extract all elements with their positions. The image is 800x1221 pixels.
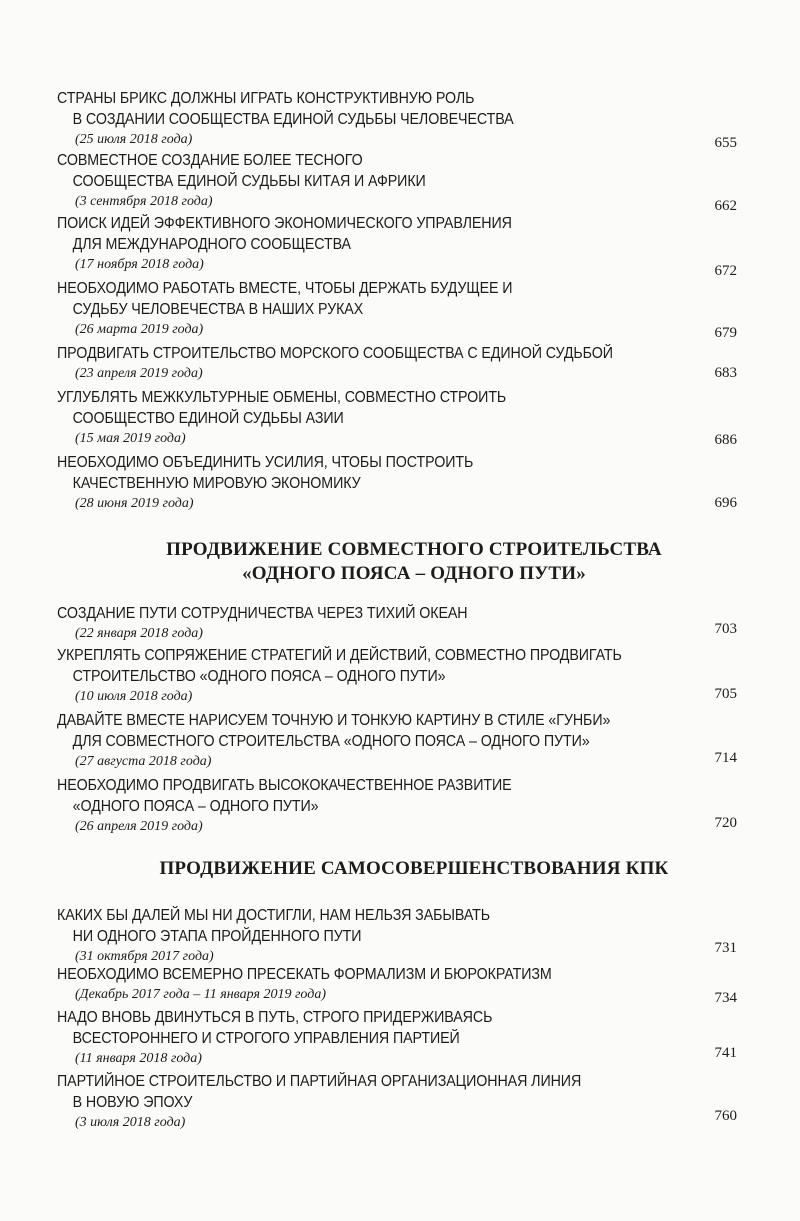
entry-date: (11 января 2018 года) <box>75 1051 202 1066</box>
toc-entry <box>57 964 737 1004</box>
entry-date: (3 сентября 2018 года) <box>75 194 213 209</box>
toc-entry <box>57 150 737 214</box>
entry-title-line: ПОИСК ИДЕЙ ЭФФЕКТИВНОГО ЭКОНОМИЧЕСКОГО УПРАВЛЕНИЯ <box>57 215 512 232</box>
toc-entry <box>57 452 737 513</box>
entry-page-number: 696 <box>714 495 737 511</box>
entry-date: (Декабрь 2017 года – 11 января 2019 года) <box>75 987 326 1002</box>
toc-entry <box>57 603 737 643</box>
entry-page-number: 734 <box>714 990 737 1006</box>
entry-title-line: «ОДНОГО ПОЯСА – ОДНОГО ПУТИ» <box>72 798 319 815</box>
toc-entry <box>57 387 737 448</box>
toc-entry <box>57 1071 737 1132</box>
entry-title-line: В СОЗДАНИИ СООБЩЕСТВА ЕДИНОЙ СУДЬБЫ ЧЕЛОВЕЧЕСТВА <box>72 111 514 128</box>
entry-page-number: 686 <box>714 432 737 448</box>
entry-title-line: ВСЕСТОРОННЕГО И СТРОГОГО УПРАВЛЕНИЯ ПАРТИЕЙ <box>72 1030 460 1047</box>
entry-date: (26 марта 2019 года) <box>75 322 204 337</box>
entry-date: (28 июня 2019 года) <box>75 496 194 511</box>
entry-page-number: 760 <box>714 1108 737 1124</box>
entry-title-line: ДЛЯ СОВМЕСТНОГО СТРОИТЕЛЬСТВА «ОДНОГО ПОЯСА – ОДНОГО ПУТИ» <box>72 733 590 750</box>
entry-title-line: СООБЩЕСТВО ЕДИНОЙ СУДЬБЫ АЗИИ <box>72 410 344 427</box>
entry-page-number: 741 <box>714 1045 737 1061</box>
section-heading-line: ПРОДВИЖЕНИЕ САМОСОВЕРШЕНСТВОВАНИЯ КПК <box>159 858 669 879</box>
entry-date: (15 мая 2019 года) <box>75 431 186 446</box>
entry-page-number: 714 <box>714 750 737 766</box>
entry-date: (10 июля 2018 года) <box>75 689 193 704</box>
entry-page-number: 672 <box>714 263 737 279</box>
entry-date: (25 июля 2018 года) <box>75 132 193 147</box>
entry-date: (31 октября 2017 года) <box>75 949 214 964</box>
entry-title-line: ПАРТИЙНОЕ СТРОИТЕЛЬСТВО И ПАРТИЙНАЯ ОРГАНИЗАЦИОННАЯ ЛИНИЯ <box>57 1073 582 1090</box>
section-heading-line: ПРОДВИЖЕНИЕ СОВМЕСТНОГО СТРОИТЕЛЬСТВА <box>166 539 662 560</box>
toc-entry <box>57 343 737 383</box>
entry-date: (26 апреля 2019 года) <box>75 819 203 834</box>
entry-title-line: СУДЬБУ ЧЕЛОВЕЧЕСТВА В НАШИХ РУКАХ <box>72 301 364 318</box>
toc-entry <box>57 645 737 706</box>
entry-title-line: НЕОБХОДИМО ПРОДВИГАТЬ ВЫСОКОКАЧЕСТВЕННОЕ РАЗВИТИЕ <box>57 777 512 794</box>
entry-title-line: НАДО ВНОВЬ ДВИНУТЬСЯ В ПУТЬ, СТРОГО ПРИДЕРЖИВАЯСЬ <box>57 1009 493 1026</box>
entry-page-number: 655 <box>714 135 737 151</box>
entry-title-line: УКРЕПЛЯТЬ СОПРЯЖЕНИЕ СТРАТЕГИЙ И ДЕЙСТВИЙ, СОВМЕСТНО ПРОДВИГАТЬ <box>57 647 622 664</box>
entry-title-line: В НОВУЮ ЭПОХУ <box>72 1094 193 1111</box>
entry-title-line: СОВМЕСТНОЕ СОЗДАНИЕ БОЛЕЕ ТЕСНОГО <box>57 152 363 169</box>
section-heading <box>0 538 800 586</box>
entry-title-line: ДАВАЙТЕ ВМЕСТЕ НАРИСУЕМ ТОЧНУЮ И ТОНКУЮ КАРТИНУ В СТИЛЕ «ГУНБИ» <box>57 712 611 729</box>
entry-title-line: СОЗДАНИЕ ПУТИ СОТРУДНИЧЕСТВА ЧЕРЕЗ ТИХИЙ ОКЕАН <box>57 605 468 622</box>
entry-title-line: НИ ОДНОГО ЭТАПА ПРОЙДЕННОГО ПУТИ <box>72 928 362 945</box>
toc-entry <box>57 905 737 966</box>
entry-date: (23 апреля 2019 года) <box>75 366 203 381</box>
entry-title-line: СТРАНЫ БРИКС ДОЛЖНЫ ИГРАТЬ КОНСТРУКТИВНУЮ РОЛЬ <box>57 90 475 107</box>
entry-title-line: КАЧЕСТВЕННУЮ МИРОВУЮ ЭКОНОМИКУ <box>72 475 361 492</box>
entry-page-number: 731 <box>714 940 737 956</box>
toc-entry <box>57 1007 737 1068</box>
section-heading-line: «ОДНОГО ПОЯСА – ОДНОГО ПУТИ» <box>242 563 586 584</box>
toc-entry <box>57 775 737 836</box>
entry-title-line: НЕОБХОДИМО РАБОТАТЬ ВМЕСТЕ, ЧТОБЫ ДЕРЖАТЬ БУДУЩЕЕ И <box>57 280 513 297</box>
entry-page-number: 679 <box>714 325 737 341</box>
entry-date: (22 января 2018 года) <box>75 626 203 641</box>
entry-title-line: ДЛЯ МЕЖДУНАРОДНОГО СООБЩЕСТВА <box>72 236 351 253</box>
entry-page-number: 720 <box>714 815 737 831</box>
entry-page-number: 705 <box>714 686 737 702</box>
entry-title-line: УГЛУБЛЯТЬ МЕЖКУЛЬТУРНЫЕ ОБМЕНЫ, СОВМЕСТНО СТРОИТЬ <box>57 389 507 406</box>
entry-title-line: ПРОДВИГАТЬ СТРОИТЕЛЬСТВО МОРСКОГО СООБЩЕСТВА С ЕДИНОЙ СУДЬБОЙ <box>57 345 613 362</box>
entry-date: (27 августа 2018 года) <box>75 754 212 769</box>
entry-title-line: НЕОБХОДИМО ВСЕМЕРНО ПРЕСЕКАТЬ ФОРМАЛИЗМ И БЮРОКРАТИЗМ <box>57 966 552 983</box>
entry-title-line: НЕОБХОДИМО ОБЪЕДИНИТЬ УСИЛИЯ, ЧТОБЫ ПОСТРОИТЬ <box>57 454 474 471</box>
entry-page-number: 683 <box>714 365 737 381</box>
toc-entry <box>57 88 737 149</box>
entry-page-number: 703 <box>714 621 737 637</box>
entry-page-number: 662 <box>714 198 737 214</box>
toc-entry <box>57 278 737 339</box>
entry-date: (3 июля 2018 года) <box>75 1115 186 1130</box>
toc-entry <box>57 710 737 771</box>
entry-date: (17 ноября 2018 года) <box>75 257 204 272</box>
section-heading <box>0 857 800 881</box>
entry-title-line: СТРОИТЕЛЬСТВО «ОДНОГО ПОЯСА – ОДНОГО ПУТИ» <box>72 668 446 685</box>
entry-title-line: КАКИХ БЫ ДАЛЕЙ МЫ НИ ДОСТИГЛИ, НАМ НЕЛЬЗЯ ЗАБЫВАТЬ <box>57 907 491 924</box>
toc-entry <box>57 213 737 279</box>
entry-title-line: СООБЩЕСТВА ЕДИНОЙ СУДЬБЫ КИТАЯ И АФРИКИ <box>72 173 426 190</box>
